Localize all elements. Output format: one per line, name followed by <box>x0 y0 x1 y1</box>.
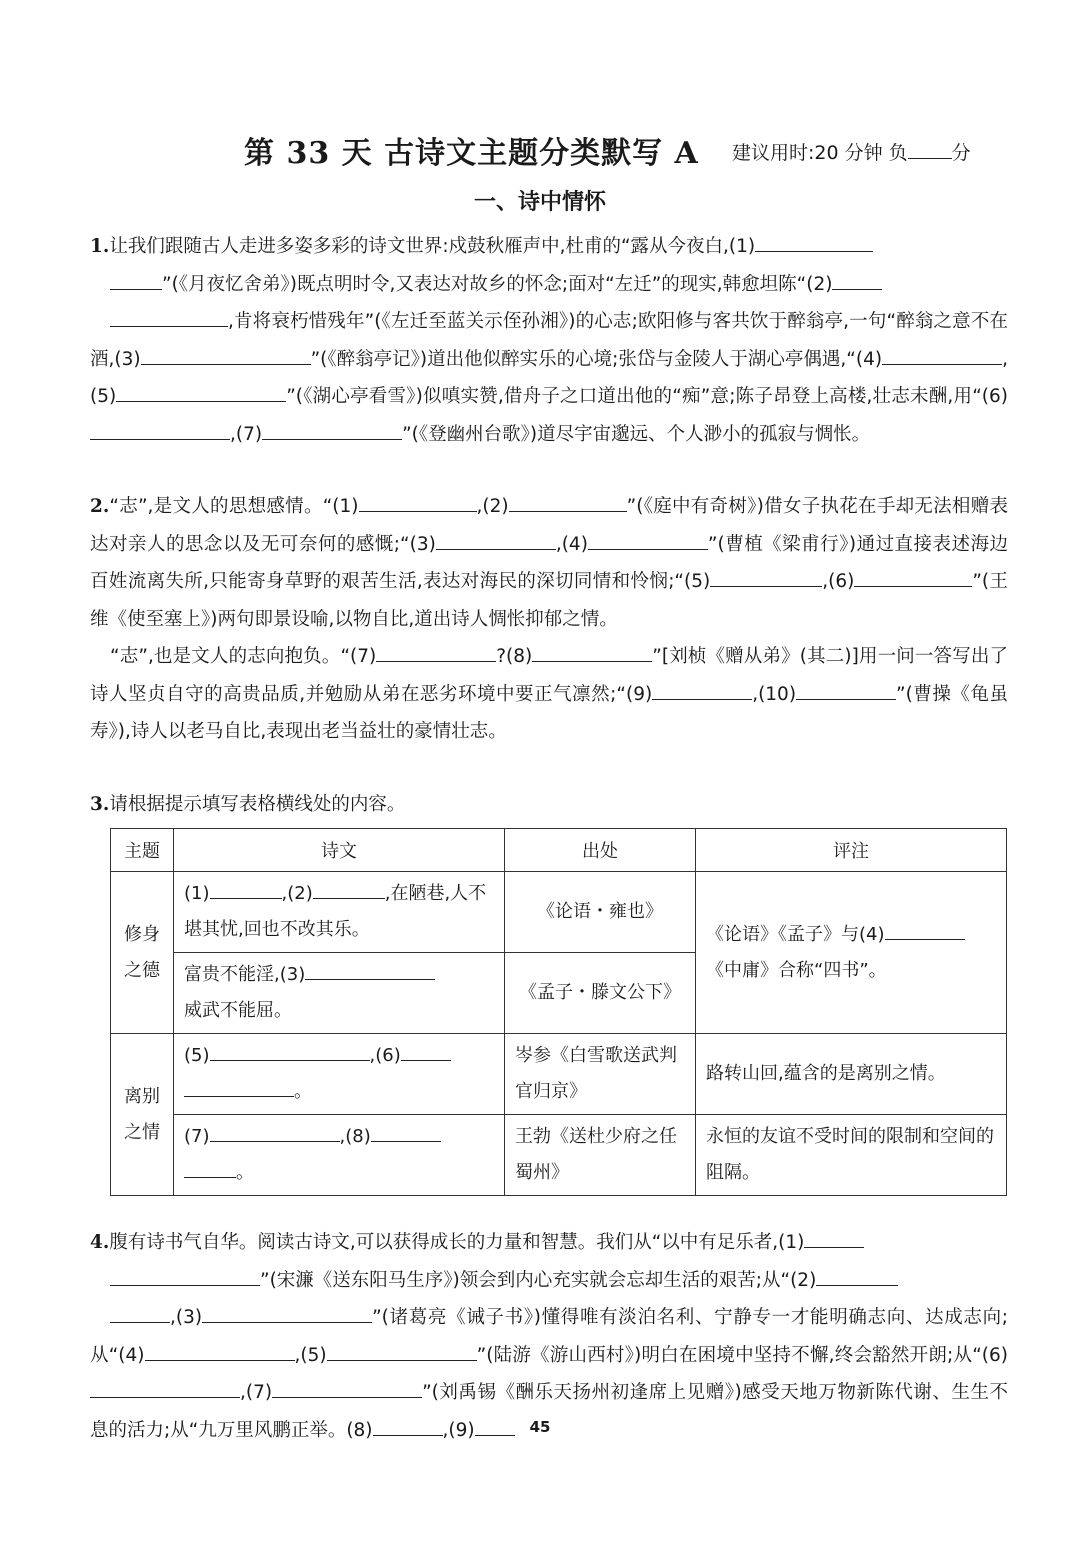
suggested-time: 建议用时:20 分钟 负 分 <box>732 142 971 164</box>
blank-3-2[interactable] <box>313 878 385 899</box>
page-title: 第 33 天 古诗文主题分类默写 A <box>244 136 699 171</box>
th-source: 出处 <box>505 829 696 872</box>
poem-cell: (5) ,(6) 。 <box>174 1034 505 1115</box>
blank-3-8[interactable] <box>371 1121 441 1142</box>
poem-table <box>110 828 1007 1196</box>
blank-2-1[interactable] <box>359 491 477 512</box>
source-cell: 岑参《白雪歌送武判官归京》 <box>505 1034 696 1115</box>
blank-4-1b[interactable] <box>110 1265 260 1286</box>
source-cell: 王勃《送杜少府之任蜀州》 <box>505 1115 696 1196</box>
blank-1-3[interactable] <box>141 344 311 365</box>
table-row <box>111 872 1007 953</box>
blank-3-8b[interactable] <box>184 1157 236 1178</box>
theme-cell: 离别之情 <box>111 1034 174 1196</box>
theme-cell: 修身之德 <box>111 872 174 1034</box>
question-1: 1.让我们跟随古人走进多姿多彩的诗文世界:戍鼓秋雁声中,杜甫的“露从今夜白,(1) ”(《月夜忆舍弟》)既点明时令,又表达对故乡的怀念;面对“左迁”的现实,韩愈坦陈“(2) ,肯将衰朽惜残年”(《左迁至蓝关示侄孙湘》)的心志;欧阳修与客共饮于醉翁亭,一句“醉翁之意不在酒,(3) ”(《醉翁亭记》)道出他似醉实乐的心境;张岱与金陵人于湖心亭偶遇,“(4) ,(5) ”(《湖心亭看雪》)似嗔实赞,借舟子之口道出他的“痴”意;陈子昂登上高楼,壮志未酬,用“(6),(7) ”(《登幽州台歌》)道尽宇宙邈远、个人渺小的孤寂与惆怅。 <box>90 228 1008 453</box>
question-2: 2.“志”,是文人的思想感情。“(1) ,(2) ”(《庭中有奇树》)借女子执花在手却无法相赠表达对亲人的思念以及无可奈何的感慨;“(3) ,(4) ”(曹植《梁甫行》)通过直接表述海边百姓流离失所,只能寄身草野的艰苦生活,表达对海民的深切同情和怜悯;“(5) ,(6) ”(王维《使至塞上》)两句即景设喻,以物自比,道出诗人惆怅抑郁之情。 “志”,也是文人的志向抱负。“(7) ?(8) ”[刘桢《赠从弟》(其二)]用一问一答写出了诗人坚贞自守的高贵品质,并勉励从弟在恶劣环境中要正气凛然;“(9) ,(10) ”(曹操《龟虽寿》),诗人以老马自比,表现出老当益壮的豪情壮志。 <box>90 488 1008 751</box>
page-number: 45 <box>529 1418 551 1436</box>
poem-cell: 富贵不能淫,(3) 威武不能屈。 <box>174 953 505 1034</box>
blank-4-3[interactable] <box>202 1302 372 1323</box>
blank-2-10[interactable] <box>796 679 896 700</box>
table-row <box>111 1115 1007 1196</box>
blank-2-8[interactable] <box>532 641 652 662</box>
table-row <box>111 1034 1007 1115</box>
question-4: 4.腹有诗书气自华。阅读古诗文,可以获得成长的力量和智慧。我们从“以中有足乐者,(1) ”(宋濂《送东阳马生序》)领会到内心充实就会忘却生活的艰苦;从“(2) ,(3) ”(诸葛亮《诫子书》)懂得唯有淡泊名利、宁静专一才能明确志向、达成志向;从“(4) ,(5) ”(陆游《游山西村》)明白在困境中坚持不懈,终会豁然开朗;从“(6),(7) ”(刘禹锡《酬乐天扬州初逢席上见赠》)感受天地万物新陈代谢、生生不息的活力;从“九万里风鹏正举。(8) ,(9) <box>90 1224 1008 1449</box>
blank-3-4[interactable] <box>885 919 965 940</box>
question-3: 3.请根据提示填写表格横线处的内容。 <box>90 794 406 815</box>
th-note: 评注 <box>696 829 1007 872</box>
blank-2-4[interactable] <box>588 529 708 550</box>
note-cell: 《论语》《孟子》与(4)《中庸》合称“四书”。 <box>696 872 1007 1034</box>
blank-3-1[interactable] <box>210 878 282 899</box>
blank-1-2b[interactable] <box>110 306 228 327</box>
blank-2-3[interactable] <box>436 529 556 550</box>
blank-2-6[interactable] <box>854 566 972 587</box>
blank-3-3[interactable] <box>305 959 435 980</box>
blank-3-7[interactable] <box>210 1121 340 1142</box>
th-theme: 主题 <box>111 829 174 872</box>
blank-1-5[interactable] <box>116 381 286 402</box>
blank-4-6[interactable] <box>90 1377 240 1398</box>
table-header-row <box>111 829 1007 872</box>
blank-2-5[interactable] <box>710 566 822 587</box>
th-poem: 诗文 <box>174 829 505 872</box>
section-title: 一、诗中情怀 <box>473 190 606 215</box>
blank-1-1[interactable] <box>755 231 873 252</box>
score-blank[interactable] <box>908 140 952 159</box>
poem-cell: (7) ,(8) 。 <box>174 1115 505 1196</box>
blank-4-4[interactable] <box>145 1340 295 1361</box>
blank-4-1[interactable] <box>804 1227 864 1248</box>
page-header <box>0 128 1080 171</box>
blank-3-6b[interactable] <box>184 1076 294 1097</box>
blank-4-7[interactable] <box>272 1377 422 1398</box>
note-cell: 永恒的友谊不受时间的限制和空间的阻隔。 <box>696 1115 1007 1196</box>
note-cell: 路转山回,蕴含的是离别之情。 <box>696 1034 1007 1115</box>
blank-1-4[interactable] <box>882 344 1002 365</box>
blank-4-2[interactable] <box>816 1265 898 1286</box>
blank-2-9[interactable] <box>652 679 752 700</box>
blank-2-7[interactable] <box>376 641 496 662</box>
blank-3-5[interactable] <box>210 1040 370 1061</box>
source-cell: 《论语・雍也》 <box>505 872 696 953</box>
blank-1-2[interactable] <box>832 269 882 290</box>
blank-3-6[interactable] <box>401 1040 451 1061</box>
blank-1-6[interactable] <box>90 419 230 440</box>
blank-2-2[interactable] <box>509 491 627 512</box>
blank-1-1b[interactable] <box>110 269 162 290</box>
blank-1-7[interactable] <box>262 419 402 440</box>
blank-4-2b[interactable] <box>110 1302 170 1323</box>
source-cell: 《孟子・滕文公下》 <box>505 953 696 1034</box>
blank-4-5[interactable] <box>327 1340 477 1361</box>
poem-cell: (1) ,(2) ,在陋巷,人不堪其忧,回也不改其乐。 <box>174 872 505 953</box>
